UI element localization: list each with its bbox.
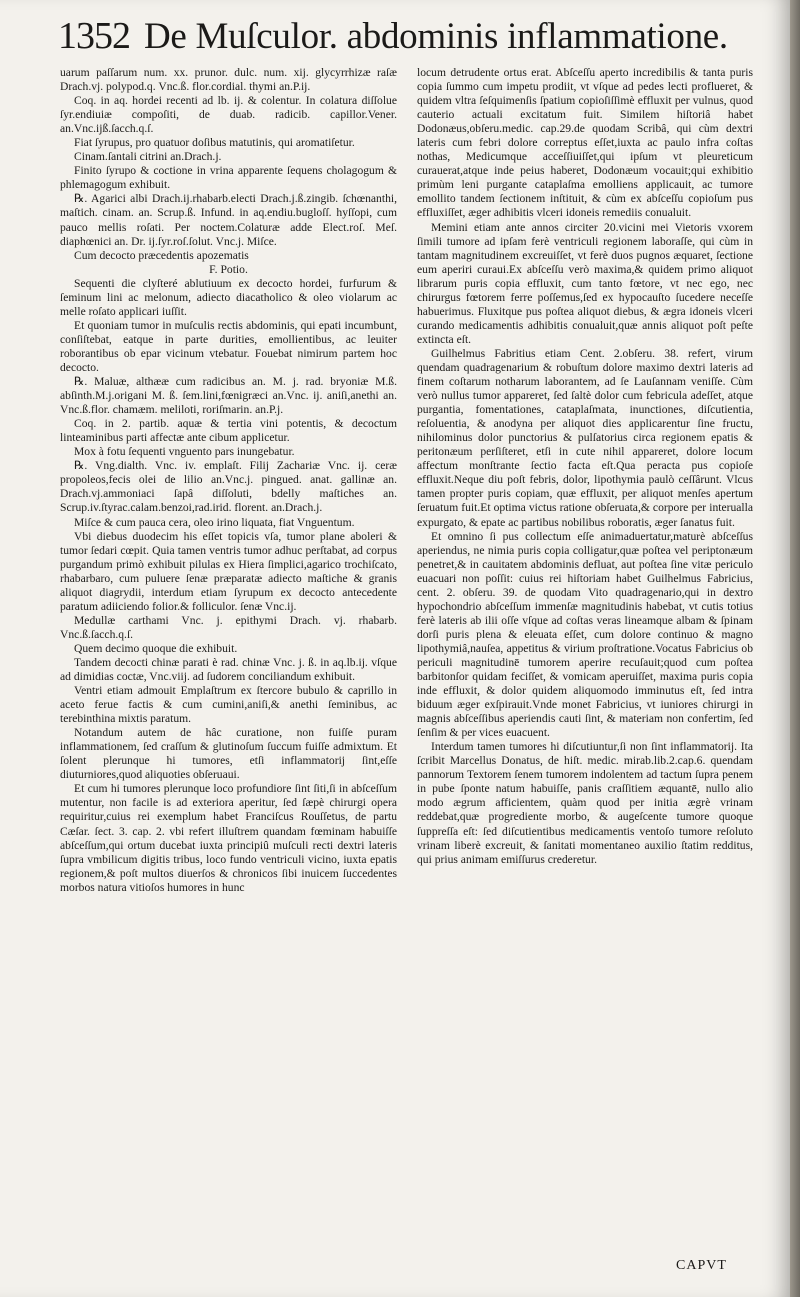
paragraph: Cinam.ſantali citrini an.Drach.j.	[74, 150, 222, 164]
catchword: CAPVT	[676, 1258, 727, 1273]
paragraph: ℞. Maluæ, althææ cum radicibus an. M. j. rad. bryoniæ M.ß. abſinth.M.j.origani M. ß. ſem.lini,fœnigræci an.Vnc. ij. aniſi,anethi an. Vnc.ß.flor. chamæm. meliloti, roriſmarin. an.P.j.	[60, 375, 397, 417]
page-header	[58, 14, 788, 64]
paragraph: uarum paſſarum num. xx. prunor. dulc. num. xij. glycyrrhizæ raſæ Drach.vj. polypod.q. Vnc.ß. flor.cordial. thymi an.P.ij.	[60, 66, 397, 94]
paragraph: Sequenti die clyſteré ablutiuum ex decocto hordei, furfurum & ſeminum lini ac melonum, adiecto diacatholico & oleo violarum ac melle roſato applicari iuſſit.	[60, 276, 397, 318]
paragraph: Et quoniam tumor in muſculis rectis abdominis, qui epati incumbunt, conſiſtebat, eatque in parte durities, emollientibus, ac leuiter roborantibus ob epar vicinum vtebatur. Fouebat nimirum partem hoc decocto.	[60, 318, 397, 374]
paragraph: Interdum tamen tumores hi diſcutiuntur,ſi non ſint inflammatorij. Ita ſcribit Marcellus Donatus, de hiſt. medic. mirab.lib.2.cap.6. quendam pannorum Textorem ſenem tumorem indolentem ad tactum ſupra penem in pube ſponte natum habuiſſe, panis craſſitiem æquantē, nullo alio modo ægrum afficientem, quàm quod per initia ægrè vrinam reddebat,quæ progrediente morbo, & augeſcente tumore quoque ſuppreſſa eſt: ſed diſcutientibus medicamentis ventoſo tumore reſoluto vrinam liberè excreuit, & ſanitati momentaneo auxilio ſtatim redditus, qui prius animam emiſſurus crederetur.	[417, 740, 753, 866]
paragraph: Coq. in aq. hordei recenti ad lb. ij. & colentur. In colatura diſſolue ſyr.endiuiæ compoſiti, de duab. radicib. capillor.Vener. an.Vnc.ijß.ſacch.q.ſ.	[60, 94, 397, 136]
running-title: De Muſculor. abdominis inflammatione.	[144, 16, 728, 57]
paragraph: Ventri etiam admouit Emplaſtrum ex ſtercore bubulo & caprillo in aceto ferue factis & cum cumini,aniſi,& anethi ſeminibus, ac terebinthina mixtis paratum.	[60, 684, 397, 726]
paragraph: Quem decimo quoque die exhibuit.	[74, 641, 238, 655]
paragraph: Notandum autem de hâc curatione, non fuiſſe puram inflammationem, ſed craſſum & glutinoſum ſuccum fuiſſe admixtum. Et ſolent plerunque hi tumores, etſi inflammatorij ſint,eſſe diuturniores,quod aliquoties obſeruaui.	[60, 726, 397, 782]
paragraph: Finito ſyrupo & coctione in vrina apparente ſequens cholagogum & phlemagogum exhibuit.	[60, 164, 397, 192]
paragraph: Vbi diebus duodecim his eſſet topicis vſa, tumor plane aboleri & tumor ſedari cœpit. Quia tamen ventris tumor adhuc perſtabat, ad corpus purgandum primò exhibuit pilulas ex Hiera ſimplici,agarico trochiſcato, rhabarbaro, cum puluere ſenæ præparatæ adiecto maſtiche & granis aliquot diagrydii, interdum etiam ſyrupum ex decocto antecedente paratum adiiciendo folior.& folliculor. ſenæ Vnc.ij.	[60, 529, 397, 613]
paragraph: F. Potio.	[209, 262, 248, 276]
right-column	[417, 66, 753, 1266]
book-gutter	[790, 0, 800, 1297]
paragraph: locum detrudente ortus erat. Abſceſſu aperto incredibilis & tanta puris copia ſummo cum impetu prodiit, vt vſque ad pedes lecti proflueret, & quidem vltra ſeſquimenſis ſpatium copioſiſſimè effluxit per vulnus, quod cauterio actuali excitatum fuit. Similem hiſtoriâ habet Dodonæus,obſeru.medic. cap.29.de quodam Scribâ, qui cùm dextri lateris cum febri dolore correptus eſſet,iuxta ac paulo infra coſtas nothas, Medicumque acceſſiuiſſet,qui ipſum vt pleureticum curauerat,atque inde peius haberet, Dodonæum vocauit;qui exhibitio primùm leni purgante cataplaſma emolliens applicauit, ac tumore emollito tandem ſectionem inſtituit, & cùm ex abſceſſu copioſum pus effluxiſſet, æger adhibitis vlceri idoneis remediis conualuit.	[417, 66, 753, 220]
paragraph: Et cum hi tumores plerunque loco profundiore ſint ſiti,ſi in abſceſſum mutentur, non facile is ad exteriora aperitur, ſed ſæpè chirurgi opera requiritur,cuius rei exemplum habet Franciſcus Rouſſetus, de partu Cæſar. ſect. 3. cap. 2. vbi refert illuſtrem quandam fœminam habuiſſe abſceſſum,qui ortum ducebat iuxta principiû muſculi recti dextri lateris ſupra vmbilicum digitis tribus, loco fundo ventriculi vicino, iuxta epatis regionem,& poſt multos diuerſos & chronicos ſibi inuicem ſuccedentes morbos natura vitioſos humores in hunc	[60, 782, 397, 894]
paragraph: Tandem decocti chinæ parati è rad. chinæ Vnc. j. ß. in aq.lb.ij. vſque ad dimidias coctæ, Vnc.viij. ad ſudorem conciliandum exhibuit.	[60, 655, 397, 684]
page-number: 1352	[58, 15, 130, 57]
paragraph: Miſce & cum pauca cera, oleo irino liquata, fiat Vnguentum.	[74, 515, 355, 529]
paragraph: Cum decocto præcedentis apozematis	[74, 248, 249, 262]
paragraph: Coq. in 2. partib. aquæ & tertia vini potentis, & decoctum linteaminibus parti affectæ ante cibum applicetur.	[60, 417, 397, 445]
paragraph: Guilhelmus Fabritius etiam Cent. 2.obſeru. 38. refert, virum quendam quadragenarium & robuſtum dolore maximo dextri lateris ad finem coſtarum notharum laborantem, ad ſe Lauſannam veniſſe. Cùm verò nullus tumor appareret, ſed ſaltè dolor cum febricula adeſſet, atque purgantia, fomentationes, cataplaſmata, inunctiones, diſcutientia, reſoluentia, & anodyna per aliquot dies applicarentur ſine fructu, nihilominus dolor punctorius & pulſatorius circa regionem epatis & peritonæum perſiſteret, etſi in cute nihil appareret, dolore locum affectum monſtrante ſectio facta eſt.Qua peracta pus copioſe effluxit.Neque diu poſt febris, dolor, lipothymia paulò ceſſârunt. Vlcus tamen propter puris copiam, quæ effluxit, per aliquot menſes apertum ſeruatum fuit.Et optima victus ratione obſeruata,& corpore per interualla expurgato, & epate ac partibus nobilibus roboratis, æger ſanatus fuit.	[417, 346, 753, 529]
paragraph: Mox à fotu ſequenti vnguento pars inungebatur.	[74, 445, 295, 459]
paragraph: Medullæ carthami Vnc. j. epithymi Drach. vj. rhabarb. Vnc.ß.ſacch.q.ſ.	[60, 613, 397, 641]
paragraph: ℞. Agarici albi Drach.ij.rhabarb.electi Drach.j.ß.zingib. ſchœnanthi, maſtich. cinam. an. Scrup.ß. Infund. in aq.endiu.bugloſſ. hyſſopi, cum pauco mellis roſati. Per noctem.Colaturæ adde Elect.roſ. Meſ. diaphœnici an. Dr. ij.ſyr.roſ.ſolut. Vnc.j. Miſce.	[60, 192, 397, 248]
paragraph: ℞. Vng.dialth. Vnc. iv. emplaſt. Filij Zachariæ Vnc. ij. ceræ propoleos,fecis olei de lilio an.Vnc.j. pingued. anat. gallinæ an. Drach.vj.ammoniaci ſapâ diſſoluti, bdelly maſtiches an. Scrup.iv.ſtyrac.calam.benzoi,rad.irid. florent. an.Drach.j.	[60, 459, 397, 515]
paragraph: Fiat ſyrupus, pro quatuor doſibus matutinis, qui aromatiſetur.	[74, 136, 355, 150]
left-column	[60, 66, 397, 1266]
paragraph: Memini etiam ante annos circiter 20.vicini mei Vietoris vxorem ſimili tumore ad ipſam ferè ventriculi regionem laboraſſe, qui cùm in tantam magnitudinem excreuiſſet, vt ferè duos pugnos æquaret, ſectione eum aperiri curaui.Ex abſceſſu verò maxima,& quidem primo aliquot librarum puris copia effluxit, cum tanto fœtore, vt nec ego, nec chirurgus fœtorem ferre poſſemus,ſed ex hypocauſto ſucedere neceſſe habuerimus. Fluxitque pus poſtea aliquot diebus, & ægra idoneis vlceri curando medicamentis adhibitis conualuit,quæ annis aliquot poſt peſte extincta eſt.	[417, 220, 753, 346]
paragraph: Et omnino ſi pus collectum eſſe animaduertatur,maturè abſceſſus aperiendus, ne nimia puris copia colligatur,quæ poſtea vel periptonæum penetret,& in cauitatem abdominis defluat, aut poſtea ſine vitæ periculo euacuari non poſſit: cuius rei hiſtoriam habet Guilhelmus Fabricius, cent. 2. obſeru. 39. de quodam Vito quadragenario,qui in dextro hypochondrio abſceſſum immenſæ magnitudinis habebat, vt cutis totius ferè lateris ab ilii oſſe vſque ad coſtas veras lineamque albam & ſpinam dorſi puris plena & eleuata eſſet, cum dolore continuo & magno lipothymiâ,nauſea, appetitus & virium proſtratione.Vocatus Fabricius ob periculi magnitudinē tumorem aperire recuſauit;quod cum poſtea barbitonſor quidam feciſſet, & vomicam aperuiſſet, maxima puris copia inde effluxit, & dolor quidem aliquomodo imminutus eſt, ſed intra biduum æger exſpirauit.Vnde monet Fabricius, vt iuniores chirurgi in magnis abſceſſibus aperiendis cauti ſint, & materiam non confertim, ſed ſenſim & per vices euacuent.	[417, 529, 753, 740]
